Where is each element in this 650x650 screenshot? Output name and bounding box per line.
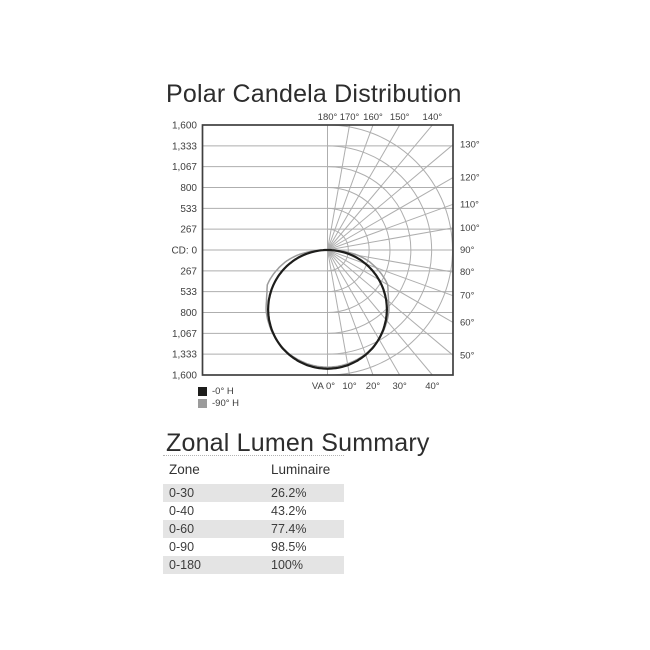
axis-tick-label: CD: 0 — [171, 245, 197, 257]
axis-tick-label: 100° — [460, 222, 480, 234]
legend-swatch-0h-icon — [198, 387, 207, 396]
axis-tick-label: 140° — [422, 112, 443, 123]
zonal-lumen-table — [163, 455, 344, 574]
axis-tick-label: 50° — [460, 350, 475, 362]
axis-tick-label: 160° — [363, 112, 383, 123]
legend-label-90h: -90° H — [212, 398, 240, 409]
table-row — [163, 484, 344, 502]
axis-tick-label: VA 0° — [311, 381, 336, 392]
luminaire-cell: 26.2% — [271, 486, 307, 500]
legend-swatch-90h-icon — [198, 399, 207, 408]
axis-tick-label: 10° — [342, 381, 357, 392]
axis-tick-label: 533 — [180, 287, 197, 299]
axis-tick-label: 267 — [180, 224, 197, 236]
table-row — [163, 520, 344, 538]
axis-tick-label: 90° — [460, 245, 475, 256]
axis-tick-label: 70° — [460, 290, 475, 302]
axis-tick-label: 30° — [392, 381, 407, 392]
axis-tick-label: 1,067 — [171, 162, 197, 174]
luminaire-cell: 77.4% — [271, 522, 307, 536]
luminaire-cell: 43.2% — [271, 504, 307, 518]
axis-tick-label: 20° — [365, 381, 381, 392]
axis-tick-label: 267 — [180, 266, 197, 278]
legend-item-0h — [198, 386, 239, 397]
table-row — [163, 502, 344, 520]
axis-tick-label: 533 — [180, 203, 197, 215]
axis-tick-label: 1,600 — [171, 370, 197, 382]
axis-tick-label: 120° — [460, 172, 480, 184]
axis-tick-label: 800 — [180, 308, 197, 319]
axis-labels — [171, 112, 479, 392]
axis-tick-label: 1,600 — [171, 120, 197, 132]
axis-tick-label: 40° — [425, 381, 440, 392]
axis-tick-label: 1,067 — [171, 328, 197, 340]
axis-tick-label: 110° — [460, 199, 479, 211]
axis-tick-label: 60° — [460, 317, 475, 329]
axis-tick-label: 1,333 — [171, 349, 197, 361]
chart-legend — [198, 386, 239, 410]
table-row — [163, 538, 344, 556]
axis-tick-label: 130° — [460, 139, 480, 151]
table-row — [163, 556, 344, 574]
zone-cell: 0-90 — [169, 540, 195, 554]
axis-tick-label: 800 — [180, 183, 197, 194]
axis-tick-label: 170° — [339, 112, 360, 123]
polar-chart-title: Polar Candela Distribution — [166, 80, 462, 108]
zone-column-header: Zone — [169, 462, 200, 477]
zone-cell: 0-30 — [169, 486, 195, 500]
luminaire-cell: 98.5% — [271, 540, 307, 554]
table-header-row — [163, 456, 344, 485]
axis-tick-label: 1,333 — [171, 141, 197, 153]
zone-cell: 0-180 — [169, 558, 201, 572]
legend-label-0h: -0° H — [212, 386, 234, 397]
zone-cell: 0-40 — [169, 504, 195, 518]
luminaire-cell: 100% — [271, 558, 303, 572]
axis-tick-label: 180° — [317, 112, 338, 123]
legend-item-90h — [198, 398, 239, 409]
luminaire-column-header: Luminaire — [271, 462, 331, 477]
axis-tick-label: 80° — [460, 267, 475, 279]
axis-tick-label: 150° — [389, 112, 410, 123]
zonal-summary-title: Zonal Lumen Summary — [166, 429, 430, 457]
zone-cell: 0-60 — [169, 522, 195, 536]
